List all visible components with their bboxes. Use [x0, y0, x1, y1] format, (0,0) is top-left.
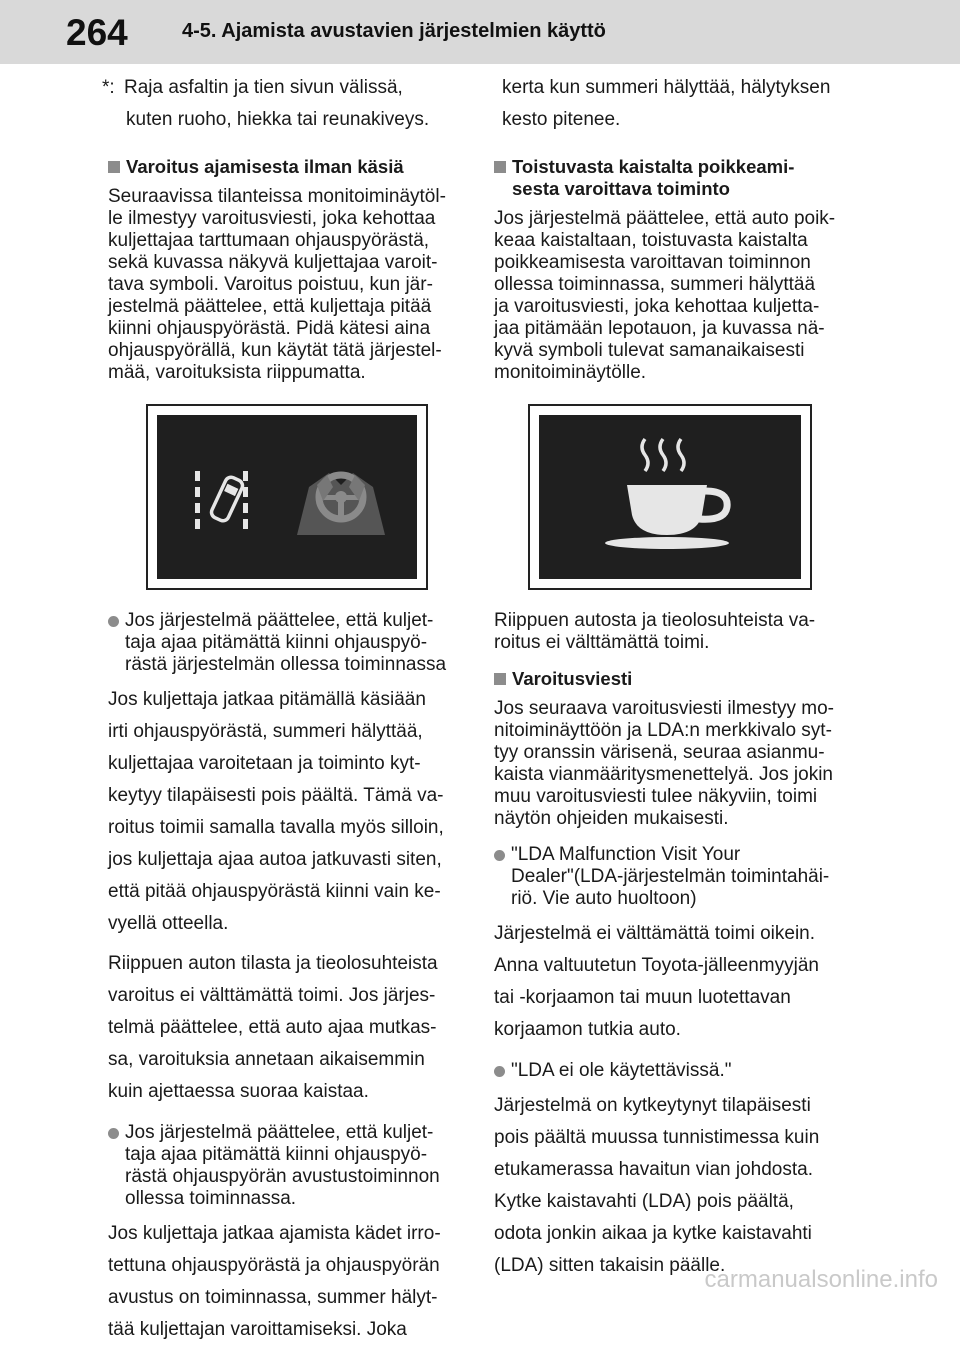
text-line: Jos järjestelmä päättelee, että kuljet- — [125, 610, 434, 631]
text-line: ollessa toiminnassa, summeri hälyttää — [494, 274, 816, 295]
bullet-item — [494, 844, 856, 910]
text-line: ohjauspyörällä, kun käytät tätä järjestel- — [108, 340, 442, 361]
text-line: Jos järjestelmä päättelee, että kuljet- — [125, 1122, 434, 1143]
text-line: rästä järjestelmän ollessa toiminnassa — [125, 654, 447, 675]
text-line: Järjestelmä on kytkeytynyt tilapäisesti — [494, 1095, 811, 1116]
bullet-dot-icon — [494, 850, 505, 861]
bullet-dot-icon — [108, 1128, 119, 1139]
coffee-cup-icon — [605, 439, 729, 549]
text-line: kuljettajaa tarttumaan ohjauspyörästä, — [108, 230, 430, 251]
text-line: tää kuljettajan varoittamiseksi. Joka — [108, 1319, 407, 1340]
paragraph — [108, 186, 468, 384]
text-line: Jos järjestelmä päättelee, että auto poik- — [494, 208, 836, 229]
text-line: että pitää ohjauspyörästä kiinni vain ke- — [108, 881, 441, 902]
paragraph — [494, 918, 856, 1046]
text-line: tettuna ohjauspyörästä ja ohjauspyörän — [108, 1255, 440, 1276]
bullet-item — [108, 610, 468, 676]
hands-on-wheel-icon — [297, 473, 385, 535]
heading-text: Toistuvasta kaistalta poikkeami- — [512, 156, 795, 177]
section-title: 4-5. Ajamista avustavien järjestelmien käyttö — [182, 20, 606, 42]
text-line: taja ajaa pitämättä kiinni ohjauspyö- — [125, 632, 428, 653]
text-line: Dealer"(LDA-järjestelmän toimintahäi- — [511, 866, 830, 887]
text-line: näytön ohjeiden mukaisesti. — [494, 808, 729, 829]
text-line: irti ohjauspyörästä, summeri hälyttää, — [108, 721, 423, 742]
text-line: kyvä symboli tulevat samanaikaisesti — [494, 340, 805, 361]
figure-rest-suggestion — [528, 404, 812, 590]
text-line: tyy oranssin värisenä, seuraa asianmu- — [494, 742, 825, 763]
text-line: taja ajaa pitämättä kiinni ohjauspyö- — [125, 1144, 428, 1165]
right-column — [494, 72, 856, 1282]
left-column — [102, 72, 468, 1346]
text-line: jestelmä päättelee, että kuljettaja pitää — [108, 296, 432, 317]
text-line: kaista vianmääritysmenettelyä. Jos jokin — [494, 764, 833, 785]
bullet-item — [494, 1060, 856, 1082]
paragraph — [108, 684, 468, 940]
text-line: Jos kuljettaja jatkaa ajamista kädet irro- — [108, 1223, 441, 1244]
paragraph — [108, 948, 468, 1108]
text-line: Riippuen autosta ja tieolosuhteista va- — [494, 610, 816, 631]
paragraph — [494, 208, 856, 384]
heading-text: Varoitus ajamisesta ilman käsiä — [126, 156, 404, 177]
text-line: riö. Vie auto huoltoon) — [511, 888, 697, 909]
text-line: tava symboli. Varoitus poistuu, kun jär- — [108, 274, 433, 295]
text-line: jos kuljettaja ajaa autoa jatkuvasti siten, — [108, 849, 442, 870]
watermark-link[interactable]: carmanualsonline.info — [704, 1266, 938, 1293]
heading-text: sesta varoittava toiminto — [512, 178, 730, 199]
paragraph — [494, 698, 856, 830]
text-line: etukamerassa havaitun vian johdosta. — [494, 1159, 813, 1180]
bullet-dot-icon — [108, 616, 119, 627]
text-line: kuin ajettaessa suoraa kaistaa. — [108, 1081, 369, 1102]
warning-symbols — [157, 415, 417, 579]
text-line: kesto pitenee. — [502, 109, 621, 130]
footnote — [102, 72, 468, 104]
text-line: Kytke kaistavahti (LDA) pois päältä, — [494, 1191, 794, 1212]
text-line: rästä ohjauspyörän avustustoiminnon — [125, 1166, 440, 1187]
text-line: sekä kuvassa näkyvä kuljettajaa varoit- — [108, 252, 438, 273]
text-line: nitoiminäyttöön ja LDA:n merkkivalo syt- — [494, 720, 832, 741]
heading-warning-message — [494, 668, 856, 690]
footnote-line: kuten ruoho, hiekka tai reunakiveys. — [126, 109, 430, 130]
warning-symbols — [539, 415, 801, 579]
text-line: roitus ei välttämättä toimi. — [494, 632, 710, 653]
text-line: monitoiminäytölle. — [494, 362, 647, 383]
text-line: Jos seuraava varoitusviesti ilmestyy mo- — [494, 698, 834, 719]
text-line: Anna valtuutetun Toyota-jälleenmyyjän — [494, 955, 819, 976]
text-line: Järjestelmä ei välttämättä toimi oikein. — [494, 923, 816, 944]
text-line: avustus on toiminnassa, summer hälyt- — [108, 1287, 438, 1308]
text-line: odota jonkin aikaa ja kytke kaistavahti — [494, 1223, 812, 1244]
text-line: jaa pitämään lepotauon, ja kuvassa nä- — [494, 318, 825, 339]
text-line: keaa kaistaltaan, toistuvasta kaistalta — [494, 230, 808, 251]
text-line: ollessa toiminnassa. — [125, 1188, 297, 1209]
text-line: le ilmestyy varoitusviesti, joka kehottaa — [108, 208, 436, 229]
paragraph — [494, 1090, 856, 1282]
lane-departure-icon — [195, 471, 248, 529]
page-number: 264 — [66, 12, 128, 53]
bullet-dot-icon — [494, 1066, 505, 1077]
square-marker-icon — [108, 161, 120, 173]
text-line: kerta kun summeri hälyttää, hälytyksen — [502, 77, 831, 98]
footnote-line: Raja asfaltin ja tien sivun välissä, — [124, 77, 403, 98]
text-line: mää, varoituksista riippumatta. — [108, 362, 366, 383]
text-line: sa, varoituksia annetaan aikaisemmin — [108, 1049, 425, 1070]
text-line: (LDA) sitten takaisin päälle. — [494, 1255, 726, 1276]
text-line: Riippuen auton tilasta ja tieolosuhteista — [108, 953, 438, 974]
square-marker-icon — [494, 161, 506, 173]
text-line: kiinni ohjauspyörästä. Pidä kätesi aina — [108, 318, 431, 339]
paragraph — [494, 610, 856, 654]
bullet-item — [108, 1122, 468, 1210]
square-marker-icon — [494, 673, 506, 685]
text-line: roitus toimii samalla tavalla myös silloin, — [108, 817, 444, 838]
text-line: Seuraavissa tilanteissa monitoiminäytöl- — [108, 186, 446, 207]
text-line: muu varoitusviesti tulee näkyviin, toimi — [494, 786, 818, 807]
text-line: Jos kuljettaja jatkaa pitämällä käsiään — [108, 689, 426, 710]
text-line: keytyy tilapäisesti pois päältä. Tämä va- — [108, 785, 444, 806]
text-line: "LDA Malfunction Visit Your — [511, 844, 741, 865]
text-line: vyellä otteella. — [108, 913, 229, 934]
text-line: poikkeamisesta varoittavan toiminnon — [494, 252, 811, 273]
text-line: kuljettajaa varoitetaan ja toiminto kyt- — [108, 753, 421, 774]
figure-hands-off-warning — [146, 404, 428, 590]
text-line: pois päältä muussa tunnistimessa kuin — [494, 1127, 820, 1148]
display-screen — [157, 415, 417, 579]
text-line: telmä päättelee, että auto ajaa mutkas- — [108, 1017, 437, 1038]
text-line: ja varoitusviesti, joka kehottaa kuljetta- — [494, 296, 820, 317]
footnote-marker: *: — [102, 77, 115, 98]
page-header — [0, 0, 960, 64]
text-line: tai -korjaamon tai muun luotettavan — [494, 987, 791, 1008]
display-screen — [539, 415, 801, 579]
text-line: varoitus ei välttämättä toimi. Jos järjes- — [108, 985, 436, 1006]
paragraph — [108, 1218, 468, 1346]
text-line: "LDA ei ole käytettävissä." — [511, 1060, 732, 1081]
heading-repeated-departure — [494, 156, 856, 200]
heading-hands-off-warning — [108, 156, 468, 178]
heading-text: Varoitusviesti — [512, 668, 633, 689]
paragraph — [494, 72, 856, 136]
text-line: korjaamon tutkia auto. — [494, 1019, 681, 1040]
